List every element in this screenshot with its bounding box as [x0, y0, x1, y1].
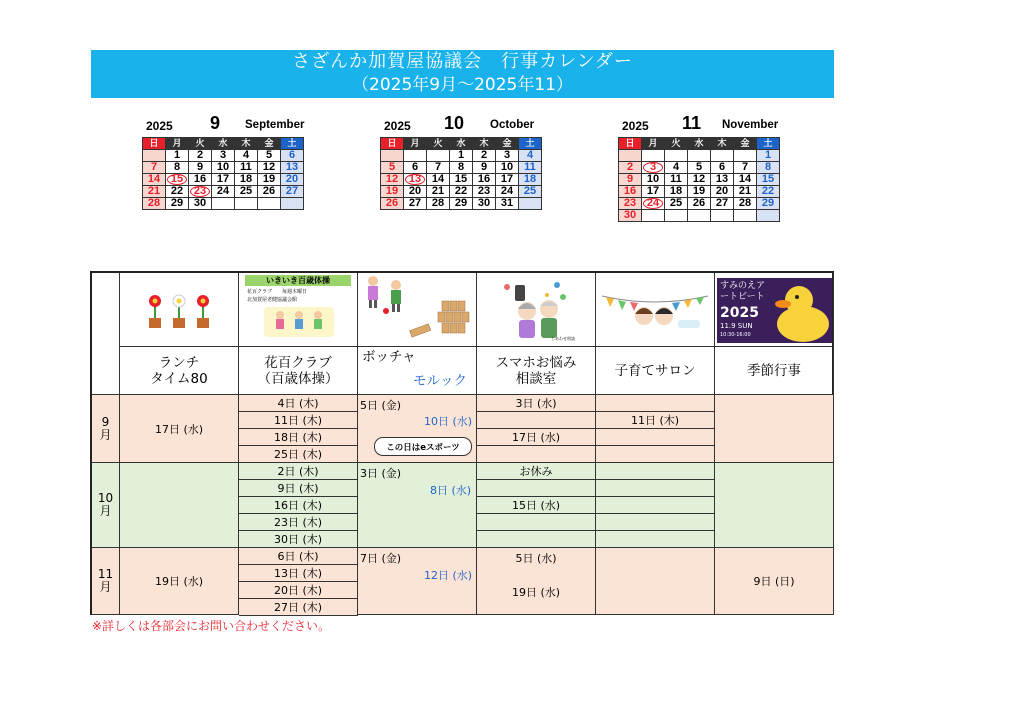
footnote: ※詳しくは各部会にお問い合わせください。 [92, 619, 331, 633]
calendar-day [642, 162, 665, 174]
calendar-day: 16 [189, 174, 212, 186]
calendar-day: 10 [496, 162, 519, 174]
molkky-date: 12日 (水) [424, 569, 473, 582]
title-banner [91, 50, 834, 98]
smartphone-date [477, 531, 596, 548]
seasonal-image [715, 273, 834, 347]
calendar-day [757, 210, 780, 222]
circled-day: 15 [167, 174, 187, 185]
calendar-day: 26 [381, 198, 404, 210]
smartphone-date [477, 480, 596, 497]
nov-boccia [358, 548, 477, 615]
exercise-schedule: 花百クラブ 毎週木曜日 [247, 289, 308, 295]
calendar-day [166, 174, 189, 186]
calendar-day: 23 [473, 186, 496, 198]
weekday-header: 火 [189, 138, 212, 150]
lunch-image [120, 273, 239, 347]
calendar-day: 9 [619, 174, 642, 186]
calendar-day: 7 [143, 162, 166, 174]
calendar-day: 28 [734, 198, 757, 210]
exercise-banner: いきいき百歳体操 [245, 275, 351, 286]
calendar-day [143, 150, 166, 162]
calendar-day: 31 [496, 198, 519, 210]
calendar-day: 7 [734, 162, 757, 174]
calendar-day: 15 [757, 174, 780, 186]
smartphone-date: 19日 (水) [511, 586, 561, 599]
weekday-header: 火 [427, 138, 450, 150]
calendar-month-name: November [722, 119, 779, 131]
calendar-day [688, 210, 711, 222]
kosodate-date [596, 463, 715, 480]
calendar-year: 2025 [384, 119, 411, 133]
calendar-day: 29 [166, 198, 189, 210]
calendar-day: 24 [212, 186, 235, 198]
smartphone-image [477, 273, 596, 347]
calendar-day: 19 [258, 174, 281, 186]
calendar-day: 28 [143, 198, 166, 210]
calendar-day [642, 150, 665, 162]
calendar-day: 14 [734, 174, 757, 186]
calendar-day [734, 150, 757, 162]
calendar-day: 6 [404, 162, 427, 174]
calendar-day: 16 [619, 186, 642, 198]
calendar-month-number: 9 [210, 113, 221, 133]
calendar-day: 22 [450, 186, 473, 198]
calendar-day: 29 [450, 198, 473, 210]
calendar-day: 6 [281, 150, 304, 162]
circled-day: 13 [405, 174, 425, 185]
boccia-date: 7日 (金) [360, 552, 402, 565]
poster-year: 2025 [720, 305, 759, 321]
calendar-day [212, 198, 235, 210]
kosodate-image [596, 273, 715, 347]
hanamomo-date: 18日 (木) [239, 429, 358, 446]
calendar-day [235, 198, 258, 210]
calendar-day [734, 210, 757, 222]
calendar-day [642, 210, 665, 222]
calendar-day: 20 [404, 186, 427, 198]
calendar-day: 25 [665, 198, 688, 210]
weekday-header: 日 [381, 138, 404, 150]
image-caption: しあわせ相談 [551, 336, 575, 341]
calendar-day [519, 198, 542, 210]
smartphone-date: お休み [477, 463, 596, 480]
calendar-day: 17 [496, 174, 519, 186]
boccia-date: 3日 (金) [360, 467, 402, 480]
calendar-day: 22 [166, 186, 189, 198]
boccia-date: 5日 (金) [360, 399, 402, 412]
calendar-day: 3 [212, 150, 235, 162]
calendar-october [380, 113, 542, 210]
boccia-molkky-icon [358, 273, 475, 345]
calendar-november [618, 113, 780, 222]
banner-subtitle: （2025年9月～2025年11） [352, 75, 573, 95]
calendar-day: 1 [450, 150, 473, 162]
boccia-image [358, 273, 477, 347]
calendar-month-name: October [490, 119, 535, 131]
calendar-day: 10 [642, 174, 665, 186]
hanamomo-date: 9日 (木) [239, 480, 358, 497]
calendar-day: 19 [688, 186, 711, 198]
calendar-day: 10 [212, 162, 235, 174]
nov-seasonal: 9日 (日) [715, 548, 834, 615]
month-grid [618, 137, 780, 222]
calendar-day: 11 [235, 162, 258, 174]
calendar-month-name: September [245, 119, 305, 131]
calendar-day: 3 [496, 150, 519, 162]
calendar-day: 15 [450, 174, 473, 186]
weekday-header: 月 [404, 138, 427, 150]
sep-seasonal [715, 395, 834, 463]
calendar-day: 2 [473, 150, 496, 162]
calendar-day: 14 [143, 174, 166, 186]
calendar-day: 27 [711, 198, 734, 210]
weekday-header: 金 [734, 138, 757, 150]
kosodate-date: 11日 (木) [596, 412, 715, 429]
circled-day: 3 [643, 162, 663, 173]
weekday-header: 日 [619, 138, 642, 150]
smartphone-date: 3日 (水) [477, 395, 596, 412]
oct-seasonal [715, 463, 834, 548]
calendar-day: 4 [665, 162, 688, 174]
calendar-day: 9 [189, 162, 212, 174]
month-grid [142, 137, 304, 210]
column-header-lunch: ランチ タイム80 [120, 347, 239, 395]
calendar-day [281, 198, 304, 210]
banner-title: さざんか加賀屋協議会 行事カレンダー [292, 51, 633, 72]
weekday-header: 火 [665, 138, 688, 150]
calendar-day: 27 [404, 198, 427, 210]
calendar-day: 8 [166, 162, 189, 174]
weekday-header: 木 [235, 138, 258, 150]
smartphone-date: 5日 (水) [515, 552, 557, 565]
kosodate-date [596, 446, 715, 463]
calendar-day: 4 [519, 150, 542, 162]
smartphone-date: 17日 (水) [477, 429, 596, 446]
hanamomo-date: 6日 (木) [239, 548, 358, 565]
calendar-day: 30 [473, 198, 496, 210]
calendar-day: 21 [143, 186, 166, 198]
art-beat-poster [717, 278, 832, 343]
calendar-day: 20 [711, 186, 734, 198]
calendar-day: 30 [189, 198, 212, 210]
month-label-sep: 9 月 [92, 395, 120, 463]
calendar-day [404, 174, 427, 186]
calendar-day: 4 [235, 150, 258, 162]
calendar-day: 21 [427, 186, 450, 198]
hanamomo-date: 23日 (木) [239, 514, 358, 531]
calendar-day: 5 [258, 150, 281, 162]
hanamomo-date: 4日 (木) [239, 395, 358, 412]
calendar-day: 24 [496, 186, 519, 198]
flowers-icon [143, 290, 215, 330]
weekday-header: 土 [757, 138, 780, 150]
kosodate-date [596, 429, 715, 446]
weekday-header: 水 [450, 138, 473, 150]
calendar-day: 21 [734, 186, 757, 198]
hanamomo-date: 11日 (木) [239, 412, 358, 429]
calendar-day: 25 [519, 186, 542, 198]
kosodate-date [596, 497, 715, 514]
kosodate-date [596, 531, 715, 548]
poster-date: 11.9 SUN [720, 322, 753, 330]
hanamomo-date: 27日 (木) [239, 599, 358, 616]
calendar-day: 28 [427, 198, 450, 210]
calendar-day: 19 [381, 186, 404, 198]
hanamomo-date: 13日 (木) [239, 565, 358, 582]
calendar-day [642, 198, 665, 210]
calendar-day: 14 [427, 174, 450, 186]
calendar-day [665, 150, 688, 162]
calendar-day: 27 [281, 186, 304, 198]
hanamomo-date: 2日 (木) [239, 463, 358, 480]
sep-lunch: 17日 (水) [120, 395, 239, 463]
month-grid [380, 137, 542, 210]
nov-lunch: 19日 (水) [120, 548, 239, 615]
calendar-day: 8 [450, 162, 473, 174]
seniors-smartphone-icon [477, 273, 594, 345]
hanamomo-date: 20日 (木) [239, 582, 358, 599]
exercise-venue: 北加賀屋老健協議会館 [247, 297, 298, 303]
calendar-day [258, 198, 281, 210]
calendar-day: 18 [519, 174, 542, 186]
smartphone-date [477, 412, 596, 429]
calendar-day: 1 [166, 150, 189, 162]
weekday-header: 金 [496, 138, 519, 150]
calendar-month-number: 11 [682, 113, 702, 133]
calendar-september [142, 113, 304, 210]
calendar-day: 18 [665, 186, 688, 198]
calendar-day: 11 [519, 162, 542, 174]
poster-time: 10:30-16:00 [720, 332, 751, 338]
calendar-day: 26 [258, 186, 281, 198]
weekday-header: 土 [281, 138, 304, 150]
calendar-day [404, 150, 427, 162]
weekday-header: 木 [711, 138, 734, 150]
hanamomo-date: 25日 (木) [239, 446, 358, 463]
calendar-day: 12 [381, 174, 404, 186]
calendar-day: 5 [688, 162, 711, 174]
calendar-day: 26 [688, 198, 711, 210]
kosodate-date [596, 395, 715, 412]
calendar-year: 2025 [622, 119, 649, 133]
smartphone-date: 15日 (水) [477, 497, 596, 514]
calendar-day [619, 150, 642, 162]
calendar-day [688, 150, 711, 162]
hanamomo-image [239, 273, 358, 347]
calendar-day [711, 150, 734, 162]
calendar-day: 2 [189, 150, 212, 162]
molkky-date: 10日 (水) [424, 415, 473, 428]
circled-day: 24 [643, 198, 663, 209]
calendar-day: 8 [757, 162, 780, 174]
calendar-day: 16 [473, 174, 496, 186]
calendar-day [381, 150, 404, 162]
calendar-day: 17 [212, 174, 235, 186]
column-header-smartphone: スマホお悩み 相談室 [477, 347, 596, 395]
column-header-boccia [358, 347, 477, 395]
exercise-people-icon [264, 307, 334, 337]
circled-day: 23 [190, 186, 210, 197]
weekday-header: 月 [166, 138, 189, 150]
calendar-day: 11 [665, 174, 688, 186]
calendar-day: 20 [281, 174, 304, 186]
month-label-oct: 10 月 [92, 463, 120, 548]
sep-boccia [358, 395, 477, 463]
calendar-day: 7 [427, 162, 450, 174]
calendar-day: 23 [619, 198, 642, 210]
boccia-label: ボッチャ [362, 349, 416, 365]
calendar-day: 25 [235, 186, 258, 198]
oct-lunch [120, 463, 239, 548]
calendar-day: 1 [757, 150, 780, 162]
calendar-day: 13 [281, 162, 304, 174]
calendar-day [711, 210, 734, 222]
calendar-year: 2025 [146, 119, 173, 133]
calendar-day [189, 186, 212, 198]
calendar-day: 6 [711, 162, 734, 174]
calendar-day: 2 [619, 162, 642, 174]
calendar-day [427, 150, 450, 162]
weekday-header: 水 [212, 138, 235, 150]
calendar-day: 9 [473, 162, 496, 174]
molkky-label: モルック [413, 373, 467, 389]
calendar-day: 18 [235, 174, 258, 186]
smartphone-date [477, 514, 596, 531]
weekday-header: 木 [473, 138, 496, 150]
nov-smartphone [477, 548, 596, 615]
hanamomo-date: 16日 (木) [239, 497, 358, 514]
smartphone-date [477, 446, 596, 463]
weekday-header: 金 [258, 138, 281, 150]
calendar-day: 12 [258, 162, 281, 174]
nov-kosodate [596, 548, 715, 615]
column-header-seasonal: 季節行事 [715, 347, 834, 395]
oct-boccia [358, 463, 477, 548]
column-header-kosodate: 子育てサロン [596, 347, 715, 395]
esports-callout: この日はeスポーツ [374, 437, 472, 456]
calendar-day: 5 [381, 162, 404, 174]
schedule-table [90, 271, 834, 615]
kosodate-date [596, 514, 715, 531]
calendar-day: 17 [642, 186, 665, 198]
calendar-day: 12 [688, 174, 711, 186]
poster-title: すみのえアートビート [720, 281, 766, 302]
weekday-header: 水 [688, 138, 711, 150]
calendar-day: 13 [711, 174, 734, 186]
kosodate-date [596, 480, 715, 497]
hanamomo-date: 30日 (木) [239, 531, 358, 548]
calendar-month-number: 10 [444, 113, 465, 133]
weekday-header: 日 [143, 138, 166, 150]
calendar-day: 29 [757, 198, 780, 210]
corner-cell [92, 273, 120, 395]
weekday-header: 土 [519, 138, 542, 150]
children-bunting-icon [600, 290, 710, 330]
molkky-date: 8日 (水) [430, 484, 472, 497]
calendar-day: 22 [757, 186, 780, 198]
column-header-hanamomo: 花百クラブ （百歳体操） [239, 347, 358, 395]
month-label-nov: 11 月 [92, 548, 120, 615]
calendar-day: 30 [619, 210, 642, 222]
calendar-day [665, 210, 688, 222]
weekday-header: 月 [642, 138, 665, 150]
